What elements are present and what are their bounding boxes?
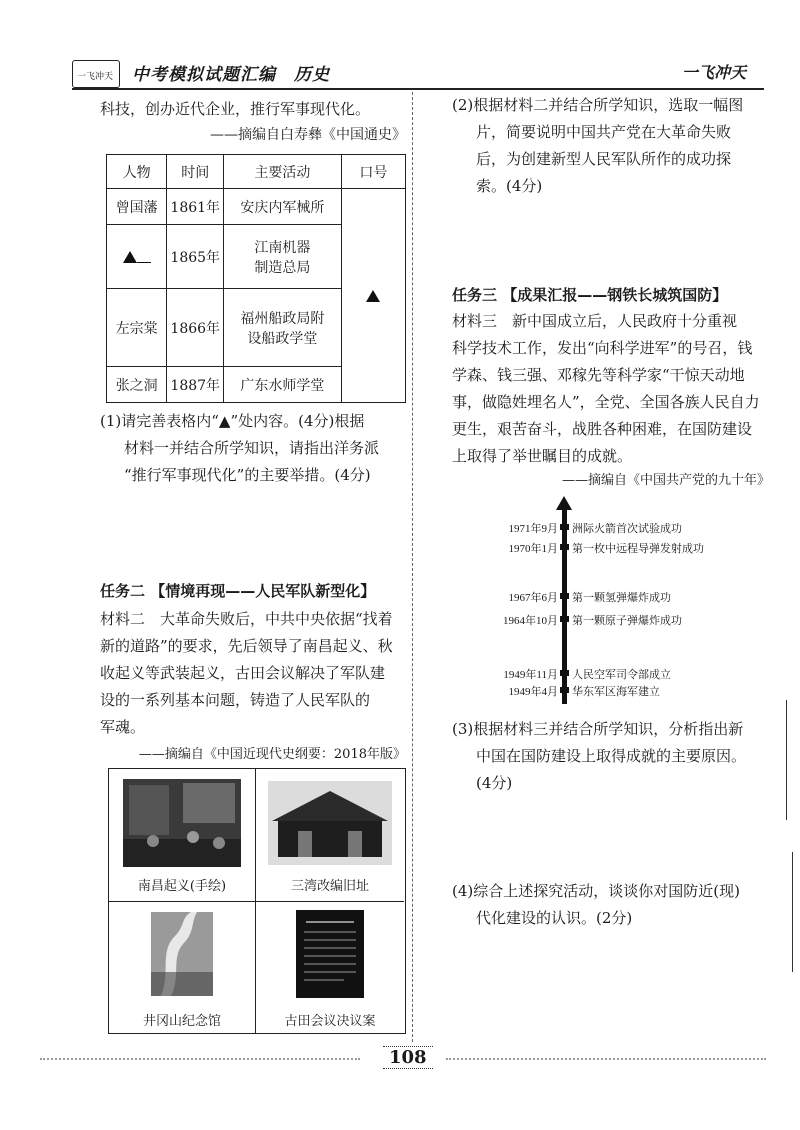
question-line: 片，简要说明中国共产党在大革命失败 [476, 123, 732, 141]
material-line: 收起义等武装起义，古田会议解决了军队建 [100, 664, 386, 682]
material-line: 设的一系列基本问题，铸造了人民军队的 [100, 691, 371, 709]
timeline-date: 1970年1月 [508, 543, 558, 555]
table-row [107, 189, 406, 225]
question-4 [452, 878, 774, 932]
triangle-blank-marker [366, 290, 380, 302]
timeline-event: 第一颗原子弹爆炸成功 [572, 614, 682, 627]
activity-line: 制造总局 [254, 259, 311, 276]
question-line: 材料一并结合所学知识，请指出洋务派 [124, 439, 380, 457]
material-line: 科学技术工作，发出“向科学进军”的号召，钱 [452, 339, 753, 357]
column-divider [412, 92, 413, 1042]
source-3: ——摘编自《中国共产党的九十年》 [561, 473, 770, 488]
header-logo [72, 60, 120, 88]
table-cell-year: 1861年 [167, 189, 224, 225]
photo-grid [108, 768, 406, 1034]
timeline-dot [560, 670, 569, 676]
question-3 [452, 716, 774, 797]
material-line: 学森、钱三强、邓稼先等科学家“干惊天动地 [452, 366, 745, 384]
table-cell-slogan [341, 189, 405, 403]
material-line: 军魂。 [100, 718, 146, 736]
material-line: 材料二 大革命失败后，中共中央依据“找着 [100, 610, 393, 628]
blank-underline [137, 250, 151, 263]
jinggangshan-memorial-photo [151, 912, 213, 996]
activity-line: 江南机器 [254, 239, 311, 256]
table-cell-person: 曾国藩 [107, 189, 167, 225]
timeline-dot [560, 544, 569, 550]
timeline-date: 1949年4月 [508, 686, 558, 698]
table-cell-activity [224, 289, 342, 367]
table-cell-year: 1887年 [167, 367, 224, 403]
question-line: (1)请完善表格内“▲”处内容。(4分)根据 [100, 412, 365, 430]
sanwan-site-photo [268, 781, 392, 865]
page-number: 108 [383, 1046, 433, 1069]
westernization-table [106, 154, 406, 403]
material-line: 事，做隐姓埋名人”，全党、全国各族人民自力 [452, 393, 760, 411]
task3-title: 任务三 【成果汇报——钢铁长城筑国防】 [452, 286, 728, 304]
question-line: “推行军事现代化”的主要举措。(4分) [124, 466, 371, 484]
margin-mark [786, 700, 787, 820]
table-header-cell: 口号 [341, 155, 405, 189]
material-line: 材料三 新中国成立后，人民政府十分重视 [452, 312, 738, 330]
table-cell-person: 张之洞 [107, 367, 167, 403]
timeline-dot [560, 524, 569, 530]
timeline-event: 第一枚中远程导弹发射成功 [572, 542, 704, 555]
question-line: 中国在国防建设上取得成就的主要原因。 [476, 747, 747, 765]
photo-caption: 井冈山纪念馆 [142, 1014, 221, 1029]
timeline-date: 1971年9月 [508, 523, 558, 535]
question-1 [100, 408, 406, 489]
timeline-event: 洲际火箭首次试验成功 [572, 522, 682, 535]
table-header-cell: 时间 [167, 155, 224, 189]
nanchang-uprising-photo [123, 779, 241, 867]
photo-cell [109, 902, 256, 1033]
header-logo-text: 一飞冲天 [77, 72, 114, 82]
question-line: (3)根据材料三并结合所学知识，分析指出新 [452, 720, 744, 738]
question-line: (4)综合上述探究活动，谈谈你对国防近(现) [452, 882, 740, 900]
question-line: 后，为创建新型人民军队所作的成功探 [476, 150, 732, 168]
margin-mark [792, 852, 793, 972]
activity-line: 设船政学堂 [247, 330, 318, 347]
table-cell-person [107, 225, 167, 289]
question-line: 代化建设的认识。(2分) [476, 909, 633, 927]
table-cell-activity [224, 225, 342, 289]
question-line: (4分) [476, 774, 513, 792]
timeline-event: 人民空军司令部成立 [572, 668, 671, 681]
gutian-resolution-photo [296, 910, 364, 998]
photo-cell [256, 769, 404, 902]
header-rule [72, 88, 764, 90]
table-header-row [107, 155, 406, 189]
intro-line: 科技，创办近代企业，推行军事现代化。 [100, 100, 371, 118]
header-title: 中考模拟试题汇编 历史 [132, 65, 330, 85]
table-header-cell: 人物 [107, 155, 167, 189]
material-line: 上取得了举世瞩目的成就。 [452, 447, 633, 465]
table-cell-person: 左宗棠 [107, 289, 167, 367]
photo-caption: 古田会议决议案 [284, 1014, 376, 1029]
timeline-dot [560, 593, 569, 599]
footer-dots [446, 1058, 766, 1060]
table-cell-year: 1865年 [167, 225, 224, 289]
timeline-event: 第一颗氢弹爆炸成功 [572, 591, 671, 604]
table-cell-year: 1866年 [167, 289, 224, 367]
material-2 [100, 606, 406, 741]
timeline-date: 1967年6月 [508, 592, 558, 604]
table-header-cell: 主要活动 [224, 155, 342, 189]
task2-title: 任务二 【情境再现——人民军队新型化】 [100, 582, 376, 600]
footer-dots [40, 1058, 360, 1060]
question-line: 索。(4分) [476, 177, 543, 195]
material-line: 更生，艰苦奋斗，战胜各种困难，在国防建设 [452, 420, 753, 438]
timeline-date: 1964年10月 [503, 615, 558, 627]
photo-caption: 三湾改编旧址 [290, 879, 369, 894]
question-2 [452, 92, 774, 200]
table-cell-activity: 广东水师学堂 [224, 367, 342, 403]
triangle-blank-marker [123, 251, 137, 263]
photo-cell [256, 902, 404, 1033]
timeline-dot [560, 616, 569, 622]
table-cell-activity: 安庆内军械所 [224, 189, 342, 225]
material-3 [452, 308, 770, 470]
question-line: (2)根据材料二并结合所学知识，选取一幅图 [452, 96, 744, 114]
header-brand: 一飞冲天 [682, 63, 747, 82]
activity-line: 福州船政局附 [240, 310, 325, 327]
photo-caption: 南昌起义(手绘) [137, 879, 227, 894]
timeline-dot [560, 687, 569, 693]
material-line: 新的道路”的要求，先后领导了南昌起义、秋 [100, 637, 393, 655]
timeline-date: 1949年11月 [503, 669, 558, 681]
source-1: ——摘编自白寿彝《中国通史》 [210, 127, 406, 143]
timeline-event: 华东军区海军建立 [572, 685, 660, 698]
source-2: ——摘编自《中国近现代史纲要：2018年版》 [138, 747, 406, 762]
photo-cell [109, 769, 256, 902]
